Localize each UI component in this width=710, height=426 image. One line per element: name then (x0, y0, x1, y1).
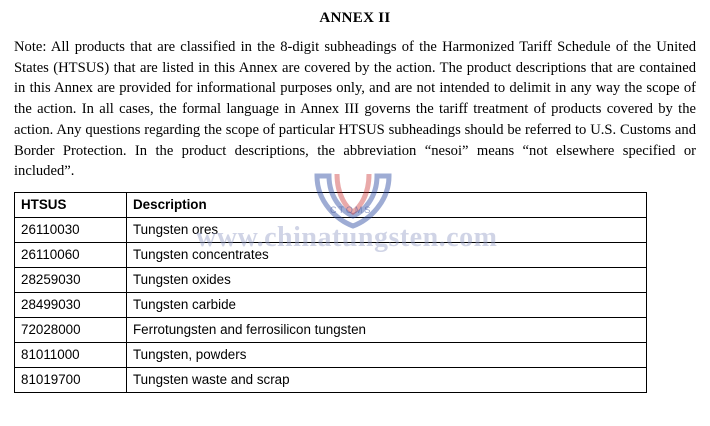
table-row (15, 293, 647, 318)
table-row (15, 368, 647, 393)
cell-description: Tungsten oxides (127, 268, 647, 293)
cell-description: Tungsten ores (127, 218, 647, 243)
cell-description: Tungsten, powders (127, 343, 647, 368)
note-paragraph: Note: All products that are classified in the 8-digit subheadings of the Harmonized Tariff Schedule of the United States (HTSUS) that are listed in this Annex are covered by the action. The product descriptions that are contained in this Annex are provided for informational purposes only, and are not intended to delimit in any way the scope of the action. In all cases, the formal language in Annex III governs the tariff treatment of products covered by the action. Any questions regarding the scope of particular HTSUS subheadings should be referred to U.S. Customs and Border Protection. In the product descriptions, the abbreviation “nesoi” means “not elsewhere specified or included”. (14, 39, 696, 180)
cell-htsus-code: 28499030 (15, 293, 127, 318)
cell-htsus-code: 81019700 (15, 368, 127, 393)
column-header-htsus: HTSUS (15, 193, 127, 218)
page-title: ANNEX II (319, 10, 391, 26)
watermark-brand: CTOMS (330, 205, 373, 215)
column-header-description: Description (127, 193, 647, 218)
cell-description: Tungsten concentrates (127, 243, 647, 268)
table-row (15, 218, 647, 243)
watermark-text: www.chinatungsten.com (196, 222, 498, 253)
cell-description: Ferrotungsten and ferrosilicon tungsten (127, 318, 647, 343)
table-row (15, 318, 647, 343)
cell-description: Tungsten carbide (127, 293, 647, 318)
htsus-table (14, 192, 647, 393)
table-header-row (15, 193, 647, 218)
table-row (15, 343, 647, 368)
cell-htsus-code: 72028000 (15, 318, 127, 343)
cell-htsus-code: 26110030 (15, 218, 127, 243)
cell-description: Tungsten waste and scrap (127, 368, 647, 393)
table-row (15, 243, 647, 268)
cell-htsus-code: 26110060 (15, 243, 127, 268)
table-row (15, 268, 647, 293)
cell-htsus-code: 28259030 (15, 268, 127, 293)
cell-htsus-code: 81011000 (15, 343, 127, 368)
